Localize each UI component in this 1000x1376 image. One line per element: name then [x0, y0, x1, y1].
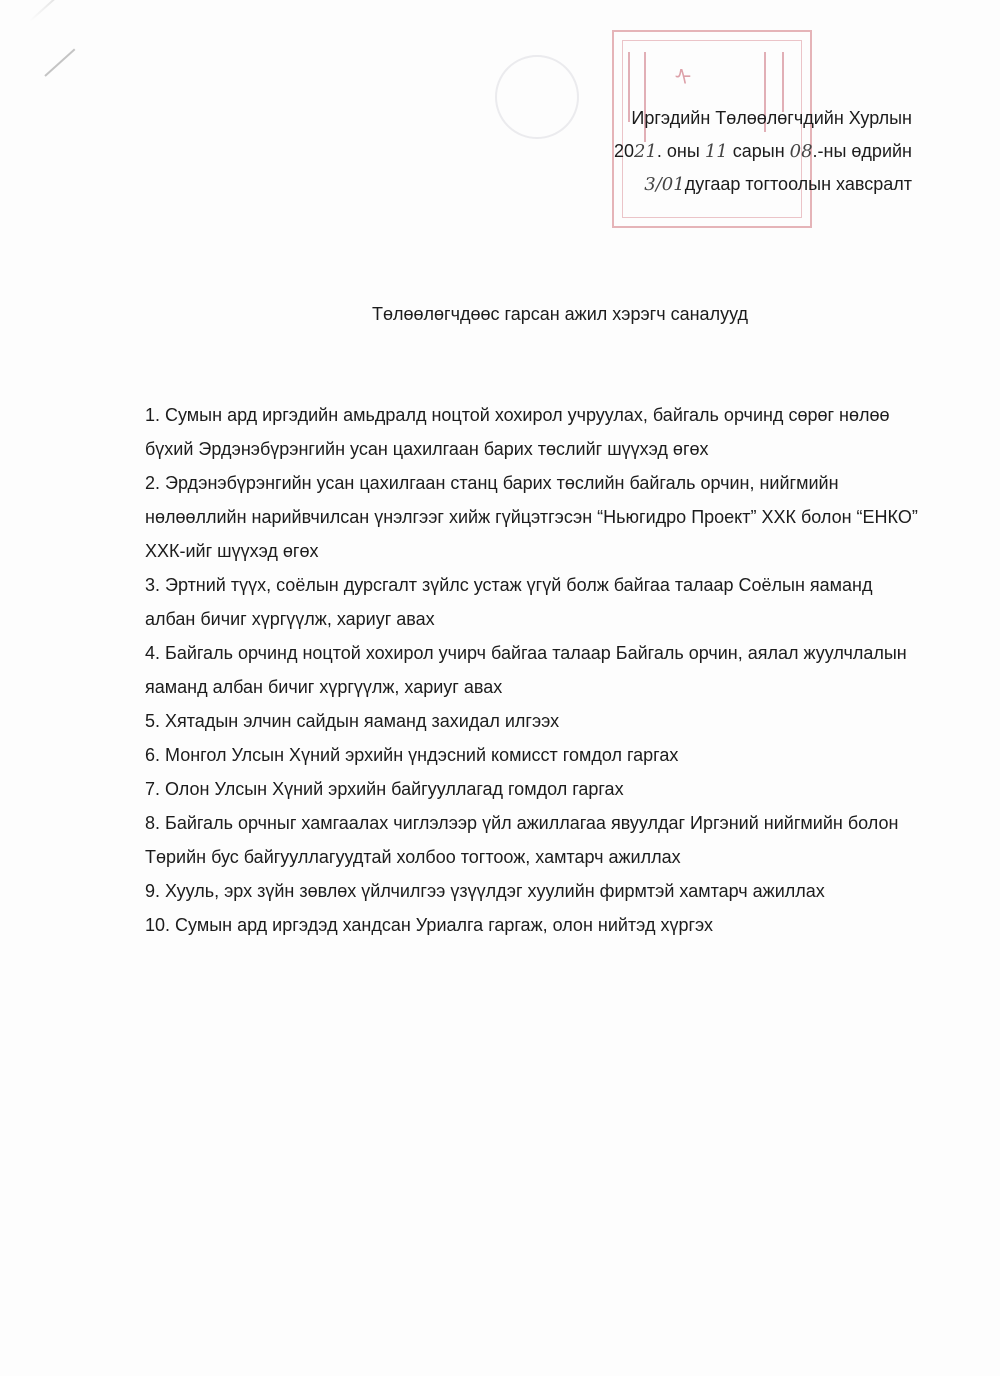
header-date-text: . оны: [656, 141, 705, 161]
scan-artifact: [44, 48, 75, 76]
handwritten-day: 08: [789, 141, 813, 162]
header-resolution-line: [614, 168, 912, 201]
soyombo-icon: ᠰ: [674, 65, 692, 90]
list-item: 9. Хууль, эрх зүйн зөвлөх үйлчилгээ үзүүлдэг хуулийн фирмтэй хамтарч ажиллах: [145, 881, 825, 901]
header-date-text: .-ны өдрийн: [812, 141, 912, 161]
list-item: 3. Эртний түүх, соёлын дурсгалт зүйлс устаж үгүй болж байгаа талаар Соёлын яаманд албан бичиг хүргүүлж, хариуг авах: [145, 575, 873, 629]
header-date-line: [614, 135, 912, 168]
document-title: Төлөөлөгчдөөс гарсан ажил хэрэгч саналууд: [372, 304, 748, 324]
proposals-list: [145, 398, 925, 942]
list-item: 1. Сумын ард иргэдийн амьдралд ноцтой хохирол учруулах, байгаль орчинд сөрөг нөлөө бүхий Эрдэнэбүрэнгийн усан цахилгаан барих төслийг шүүхэд өгөх: [145, 405, 890, 459]
header-year-prefix: 20: [613, 141, 635, 161]
list-item: 6. Монгол Улсын Хүний эрхийн үндэсний комисст гомдол гаргах: [145, 745, 679, 765]
handwritten-year: 21: [634, 141, 657, 162]
handwritten-month: 11: [704, 141, 728, 162]
document-header: [614, 102, 912, 201]
list-item: 10. Сумын ард иргэдэд хандсан Уриалга гаргаж, олон нийтэд хүргэх: [145, 915, 714, 935]
list-item: 7. Олон Улсын Хүний эрхийн байгууллагад гомдол гаргах: [145, 779, 624, 799]
header-council-name: Иргэдийн Төлөөлөгчдийн Хурлын: [631, 108, 912, 128]
header-date-text: сарын: [727, 141, 790, 161]
list-item: 8. Байгаль орчныг хамгаалах чиглэлээр үйл ажиллагаа явуулдаг Иргэний нийгмийн болон Төрийн бус байгууллагуудтай холбоо тогтоож, хамтарч ажиллах: [145, 813, 899, 867]
list-item: 2. Эрдэнэбүрэнгийн усан цахилгаан станц барих төслийн байгаль орчин, нийгмийн нөлөөллийн нарийвчилсан үнэлгээг хийж гүйцэтгэсэн “Ньюгидро Проект” ХХК болон “ЕНКО” ХХК-ийг шүүхэд өгөх: [145, 473, 918, 561]
list-item: 4. Байгаль орчинд ноцтой хохирол учирч байгаа талаар Байгаль орчин, аялал жуулчлалын яаманд албан бичиг хүргүүлж, хариуг авах: [145, 643, 907, 697]
handwritten-resolution-number: 3/01: [644, 174, 685, 195]
list-item: 5. Хятадын элчин сайдын яаманд захидал илгээх: [145, 711, 560, 731]
scan-artifact: [29, 0, 120, 22]
header-resolution-text: дугаар тогтоолын хавсралт: [684, 174, 912, 194]
faint-seal-impression: [495, 55, 579, 139]
